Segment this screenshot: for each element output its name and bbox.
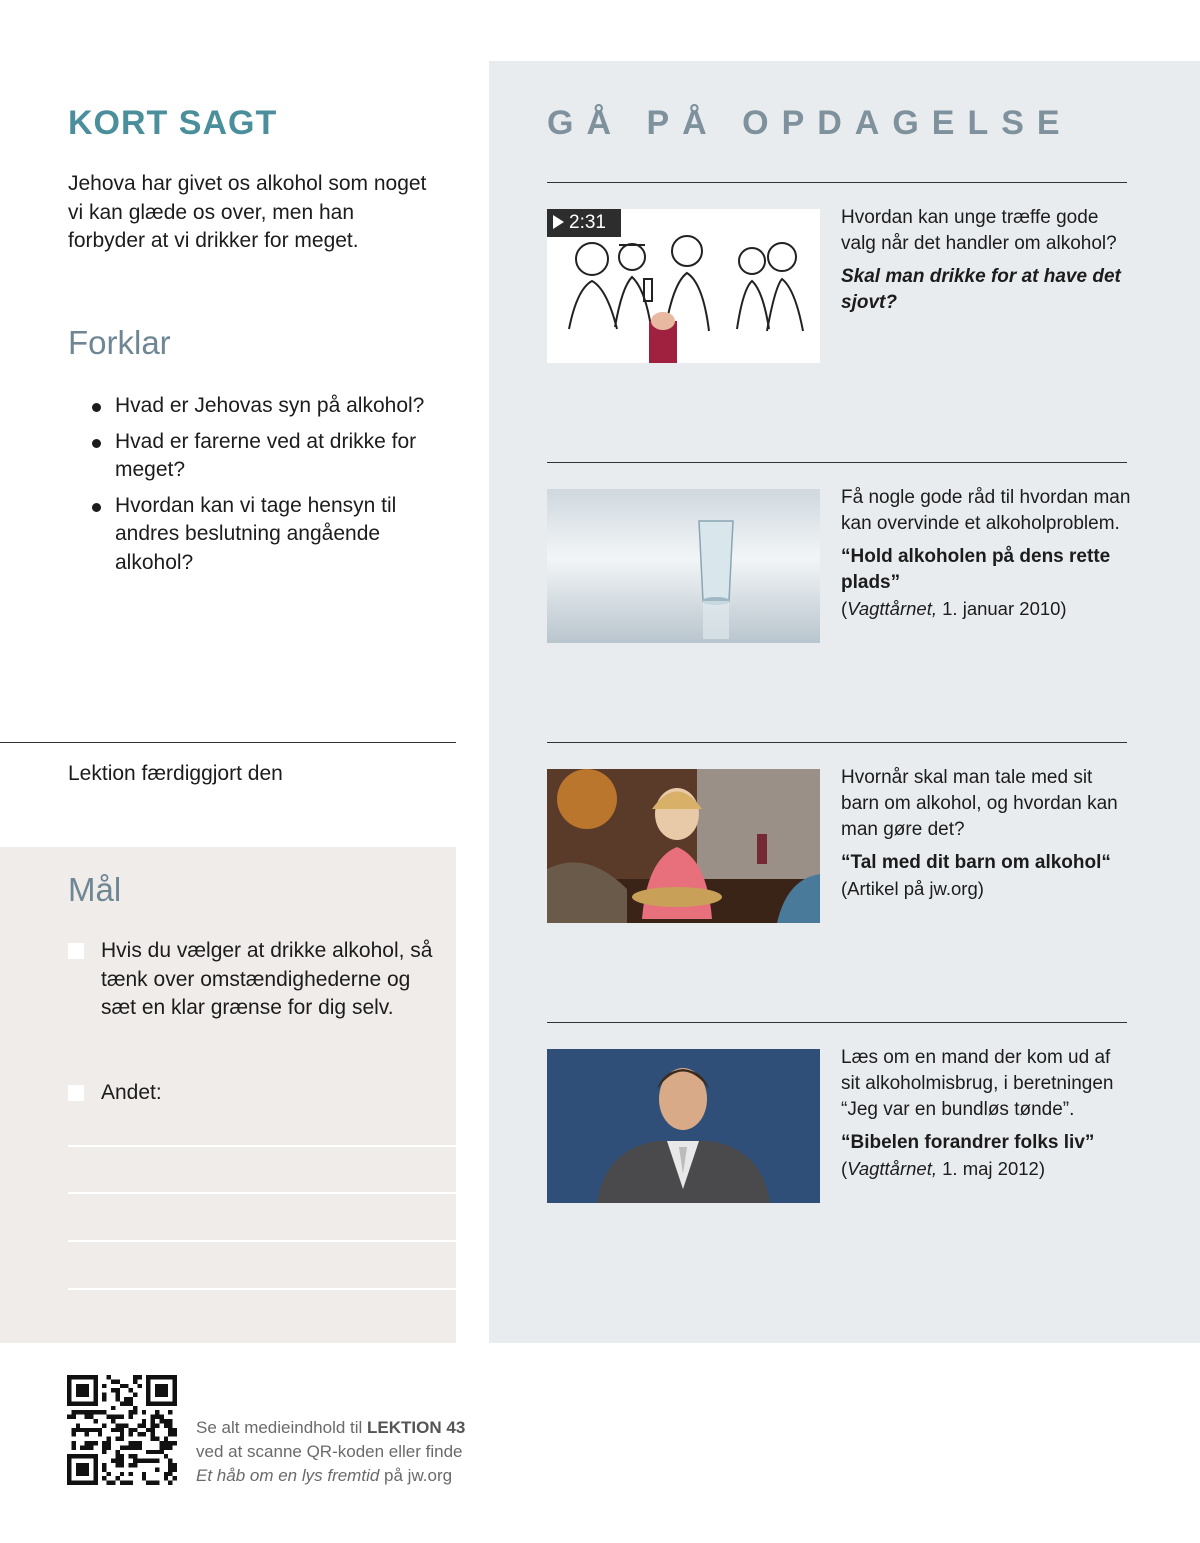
divider bbox=[0, 742, 456, 743]
duration-text: 2:31 bbox=[569, 212, 606, 233]
lektion-completed-label: Lektion færdiggjort den bbox=[68, 762, 283, 785]
item-description: Få nogle gode råd til hvordan man kan overvinde et alkoholproblem. bbox=[841, 487, 1131, 534]
footer-lesson: LEKTION 43 bbox=[367, 1418, 466, 1437]
glass-photo bbox=[547, 489, 820, 643]
item-source: (Artikel på jw.org) bbox=[841, 878, 984, 899]
divider bbox=[547, 1022, 1127, 1023]
item-title-link[interactable]: “Bibelen forandrer folks liv” bbox=[841, 1132, 1095, 1153]
footer-prefix: Se alt medieindhold til bbox=[196, 1418, 368, 1437]
question-text: Hvad er farerne ved at drikke for meget? bbox=[115, 429, 417, 481]
item-description: Læs om en mand der kom ud af sit alkoholmisbrug, i beretningen “Jeg var en bundløs tønde”. bbox=[841, 1047, 1114, 1120]
item-source bbox=[841, 596, 1131, 622]
item-title-link[interactable]: “Tal med dit barn om alkohol“ bbox=[841, 852, 1111, 873]
man-thumbnail[interactable] bbox=[547, 1049, 820, 1203]
item-source bbox=[841, 1156, 1131, 1182]
goal-item[interactable] bbox=[68, 937, 448, 1023]
source-prefix: ( bbox=[841, 1158, 848, 1179]
qr-code-icon[interactable] bbox=[67, 1375, 177, 1485]
divider bbox=[547, 462, 1127, 463]
item-title-link[interactable]: “Hold alkoholen på dens rette plads” bbox=[841, 546, 1111, 593]
explore-item-4 bbox=[841, 1045, 1131, 1182]
play-icon bbox=[553, 215, 564, 229]
family-thumbnail[interactable] bbox=[547, 769, 820, 923]
write-line[interactable] bbox=[68, 1240, 456, 1242]
glass-thumbnail[interactable] bbox=[547, 489, 820, 643]
divider bbox=[547, 182, 1127, 183]
source-publication: Vagttårnet, bbox=[847, 598, 937, 619]
question-item bbox=[92, 392, 452, 421]
write-line[interactable] bbox=[68, 1192, 456, 1194]
kort-sagt-title: KORT SAGT bbox=[68, 104, 278, 142]
question-item bbox=[92, 428, 452, 485]
explore-item-3 bbox=[841, 765, 1131, 902]
forklar-questions bbox=[92, 392, 452, 584]
opdagelse-title: GÅ PÅ OPDAGELSE bbox=[547, 104, 1073, 142]
checkbox[interactable] bbox=[68, 1085, 84, 1101]
source-prefix: ( bbox=[841, 598, 848, 619]
write-line[interactable] bbox=[68, 1288, 456, 1290]
item-description: Hvornår skal man tale med sit barn om alkohol, og hvordan kan man gøre det? bbox=[841, 767, 1118, 840]
bullet-icon bbox=[92, 403, 101, 412]
forklar-title: Forklar bbox=[68, 324, 171, 361]
source-publication: Vagttårnet, bbox=[847, 1158, 937, 1179]
footer-book-title: Et håb om en lys fremtid bbox=[196, 1466, 380, 1485]
source-date: 1. maj 2012) bbox=[937, 1158, 1045, 1179]
video-duration-badge bbox=[547, 209, 621, 237]
man-portrait-photo bbox=[547, 1049, 820, 1203]
bullet-icon bbox=[92, 503, 101, 512]
footer-line-1 bbox=[196, 1416, 465, 1440]
explore-item-2 bbox=[841, 485, 1131, 622]
item-description: Hvordan kan unge træffe gode valg når det handler om alkohol? bbox=[841, 207, 1117, 254]
kort-sagt-text: Jehova har givet os alkohol som noget vi kan glæde os over, men han forbyder at vi drikker for meget. bbox=[68, 172, 427, 252]
footer-line-3 bbox=[196, 1464, 465, 1488]
question-text: Hvordan kan vi tage hensyn til andres beslutning angående alkohol? bbox=[115, 493, 397, 574]
item-title-link[interactable]: Skal man drikke for at have det sjovt? bbox=[841, 266, 1121, 313]
checkbox[interactable] bbox=[68, 943, 84, 959]
footer-suffix: på jw.org bbox=[379, 1466, 453, 1485]
video-thumbnail[interactable] bbox=[547, 209, 820, 363]
source-date: 1. januar 2010) bbox=[937, 598, 1067, 619]
family-dinner-photo bbox=[547, 769, 820, 923]
goal-text: Hvis du vælger at drikke alkohol, så tænk over omstændighederne og sæt en klar grænse for dig selv. bbox=[101, 939, 433, 1019]
explore-item-1 bbox=[841, 205, 1131, 316]
write-line[interactable] bbox=[68, 1145, 456, 1147]
footer-line-2: ved at scanne QR-koden eller finde bbox=[196, 1442, 463, 1461]
maal-title: Mål bbox=[68, 871, 122, 908]
bullet-icon bbox=[92, 439, 101, 448]
footer-text bbox=[196, 1416, 465, 1488]
question-item bbox=[92, 492, 452, 578]
goal-text: Andet: bbox=[101, 1081, 162, 1104]
divider bbox=[547, 742, 1127, 743]
question-text: Hvad er Jehovas syn på alkohol? bbox=[115, 394, 425, 417]
goal-item[interactable] bbox=[68, 1079, 448, 1108]
